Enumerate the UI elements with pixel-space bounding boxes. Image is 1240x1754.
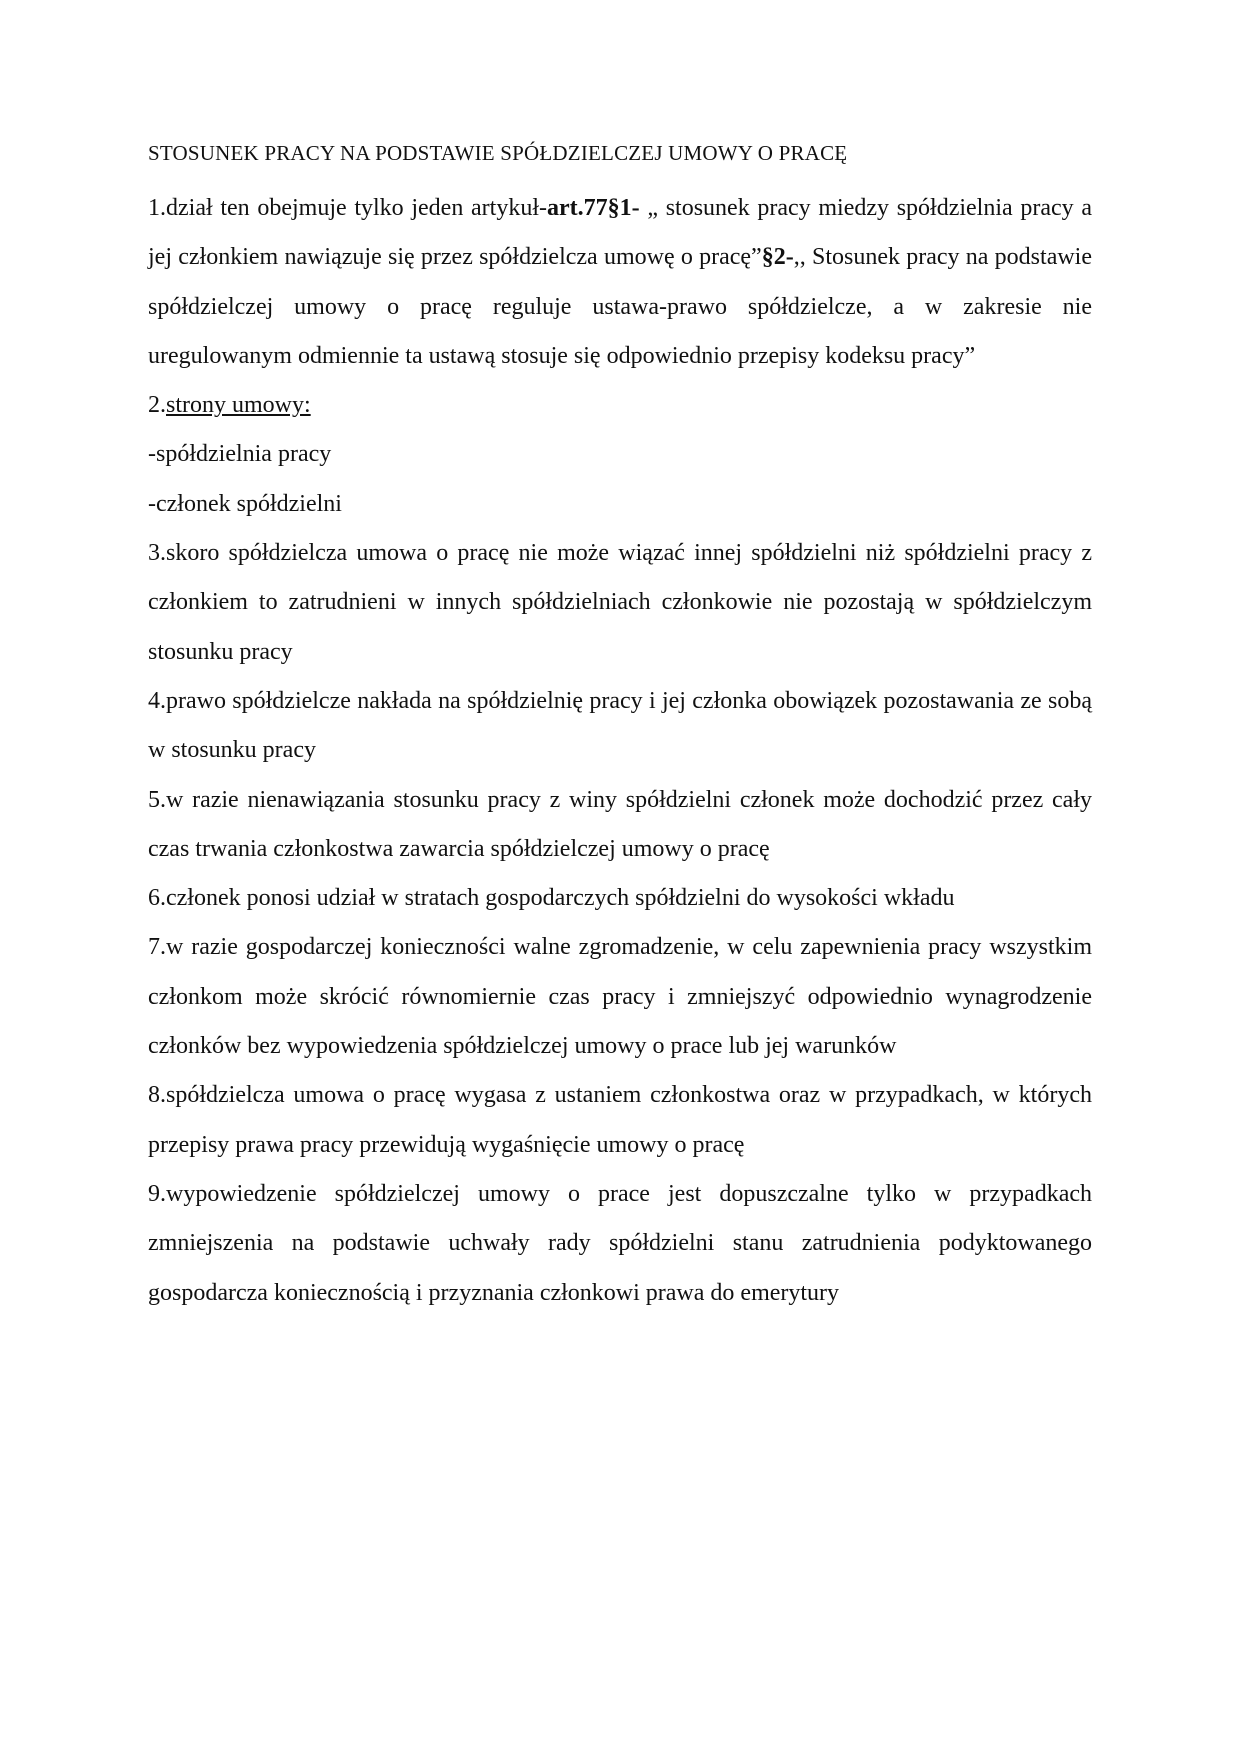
paragraph-6: 6.członek ponosi udział w stratach gospodarczych spółdzielni do wysokości wkładu — [148, 885, 955, 912]
p1-text-pre: 1.dział ten obejmuje tylko jeden artykuł- — [148, 195, 548, 221]
paragraph-5: 5.w razie nienawiązania stosunku pracy z winy spółdzielni członek może dochodzić przez cały czas trwania członkostwa zawarcia spółdzielczej umowy o pracę — [148, 786, 1092, 862]
paragraph-8: 8.spółdzielcza umowa o pracę wygasa z ustaniem członkostwa oraz w przypadkach, w których przepisy prawa pracy przewidują wygaśnięcie umowy o pracę — [148, 1082, 1092, 1158]
party-item-1: -spółdzielnia pracy — [148, 441, 332, 468]
p2-heading: strony umowy: — [166, 392, 311, 419]
p1-text-post: ,, Stosunek pracy na podstawie spółdzielczej umowy o pracę reguluje ustawa-prawo spółdzielcze, a w zakresie nie uregulowanym odmiennie ta ustawą stosuje się odpowiednio przepisy kodeksu pracy” — [148, 244, 1092, 369]
document-page — [148, 140, 1092, 1318]
p1-text-mid: „ stosunek pracy miedzy spółdzielnia pracy a jej członkiem nawiązuje się przez spółdzielcza umowę o pracę” — [148, 195, 1092, 271]
document-title: STOSUNEK PRACY NA PODSTAWIE SPÓŁDZIELCZEJ UMOWY O PRACĘ — [148, 141, 848, 165]
p1-paragraph-ref: §2- — [761, 244, 794, 271]
p2-number: 2. — [148, 392, 166, 419]
paragraph-4: 4.prawo spółdzielcze nakłada na spółdzielnię pracy i jej członka obowiązek pozostawania ze sobą w stosunku pracy — [148, 687, 1092, 764]
paragraph-1 — [148, 184, 1092, 381]
party-item-2: -członek spółdzielni — [148, 490, 342, 517]
p1-article-ref: art.77§1- — [547, 195, 640, 221]
paragraph-9: 9.wypowiedzenie spółdzielczej umowy o prace jest dopuszczalne tylko w przypadkach zmniejszenia na podstawie uchwały rady spółdzielni stanu zatrudnienia podyktowanego gospodarcza koniecznością i przyznania członkowi prawa do emerytury — [148, 1180, 1092, 1306]
paragraph-2 — [148, 381, 1092, 430]
paragraph-3: 3.skoro spółdzielcza umowa o pracę nie może wiązać innej spółdzielni niż spółdzielni pracy z członkiem to zatrudnieni w innych spółdzielniach członkowie nie pozostają w spółdzielczym stosunku pracy — [148, 540, 1092, 665]
paragraph-7: 7.w razie gospodarczej konieczności walne zgromadzenie, w celu zapewnienia pracy wszystkim członkom może skrócić równomiernie czas pracy i zmniejszyć odpowiednio wynagrodzenie członków bez wypowiedzenia spółdzielczej umowy o prace lub jej warunków — [148, 934, 1092, 1060]
